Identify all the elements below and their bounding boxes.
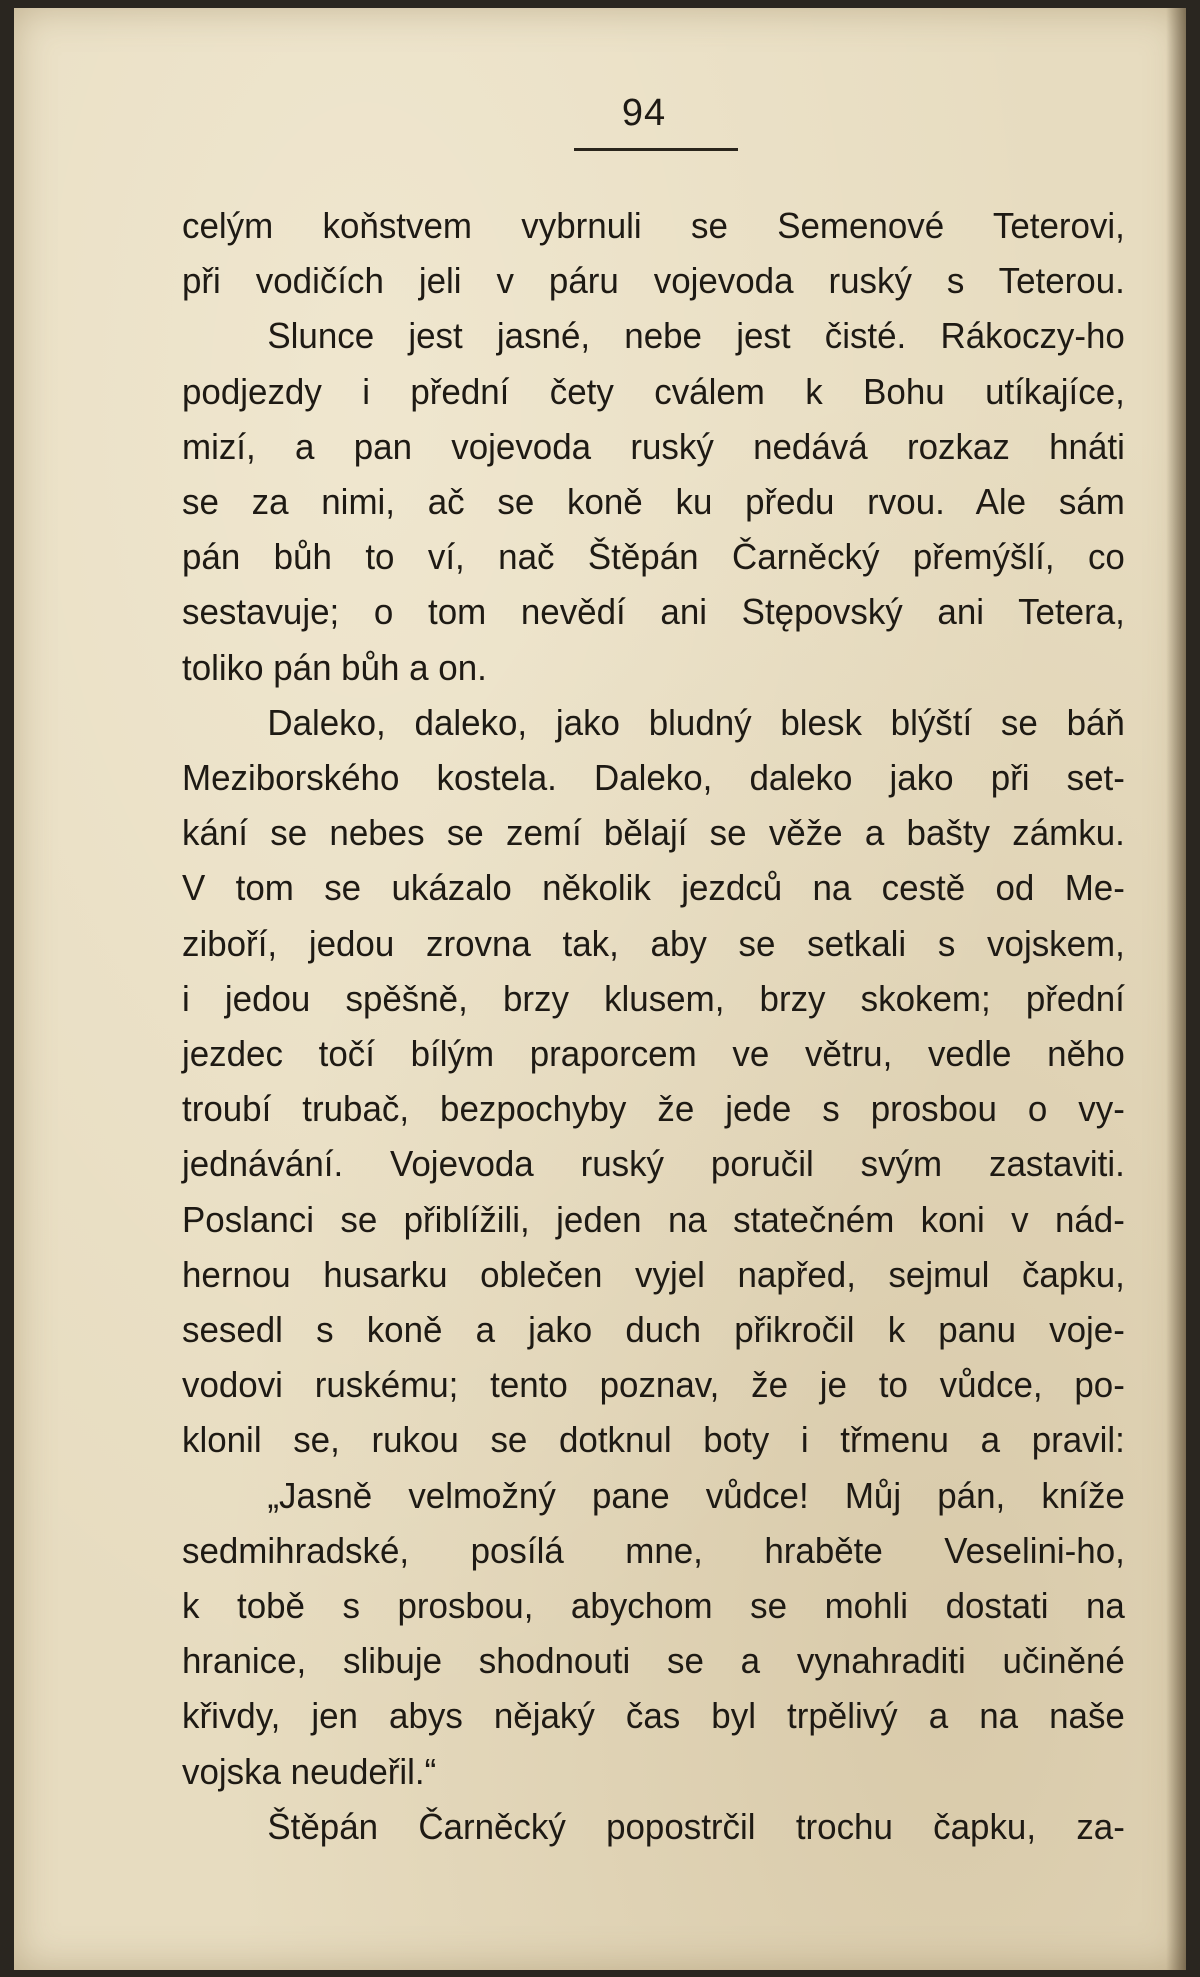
text-line: „Jasně velmožný pane vůdce! Můj pán, kníže [267,1474,1125,1516]
text-line: sesedl s koně a jako duch přikročil k panu voje- [182,1309,1125,1351]
text-line: i jedou spěšně, brzy klusem, brzy skokem; přední [182,977,1125,1019]
text-line: k tobě s prosbou, abychom se mohli dostati na [182,1585,1125,1627]
text-line: toliko pán bůh a on. [182,646,487,688]
book-page [14,8,1186,1970]
text-line: při vodičích jeli v páru vojevoda ruský s Teterou. [182,260,1125,302]
text-line: Poslanci se přiblížili, jeden na statečném koni v nád- [182,1198,1125,1240]
text-line: jezdec točí bílým praporcem ve větru, vedle něho [182,1033,1125,1075]
text-line: podjezdy i přední čety cválem k Bohu utíkajíce, [182,370,1125,412]
text-line: hranice, slibuje shodnouti se a vynahraditi učiněné [182,1640,1125,1682]
text-line: křivdy, jen abys nějaký čas byl trpělivý a na naše [182,1695,1125,1737]
page-edge-shadow [1166,8,1186,1970]
text-line: klonil se, rukou se dotknul boty i třmenu a pravil: [182,1419,1125,1461]
text-line: Slunce jest jasné, nebe jest čisté. Rákoczy-ho [267,315,1125,357]
page-number: 94 [621,92,667,134]
text-line: troubí trubač, bezpochyby že jede s prosbou o vy- [182,1088,1125,1130]
text-line: jednávání. Vojevoda ruský poručil svým zastaviti. [182,1143,1125,1185]
page-number-rule [574,148,738,151]
text-line: ziboří, jedou zrovna tak, aby se setkali s vojskem, [182,922,1125,964]
text-line: Daleko, daleko, jako bludný blesk blýští se báň [267,701,1125,743]
text-line: Meziborského kostela. Daleko, daleko jako při set- [182,757,1125,799]
text-line: V tom se ukázalo několik jezdců na cestě od Me- [182,867,1125,909]
text-line: celým koňstvem vybrnuli se Semenové Teterovi, [182,205,1125,246]
body-text [182,198,1154,1854]
text-line: hernou husarku oblečen vyjel napřed, sejmul čapku, [182,1253,1125,1295]
text-line: sedmihradské, posílá mne, hraběte Veselini-ho, [182,1529,1125,1571]
text-line: sestavuje; o tom nevědí ani Stępovský ani Tetera, [182,591,1125,633]
text-line: kání se nebes se zemí bělají se věže a bašty zámku. [182,812,1125,854]
text-line: vodovi ruskému; tento poznav, že je to vůdce, po- [182,1364,1125,1406]
text-line: Štěpán Čarněcký popostrčil trochu čapku, za- [267,1805,1125,1847]
text-line: vojska neudeřil.“ [182,1750,437,1792]
text-line: pán bůh to ví, nač Štěpán Čarněcký přemýšlí, co [182,536,1125,578]
text-line: se za nimi, ač se koně ku předu rvou. Ale sám [182,481,1125,523]
text-line: mizí, a pan vojevoda ruský nedává rozkaz hnáti [182,425,1125,467]
